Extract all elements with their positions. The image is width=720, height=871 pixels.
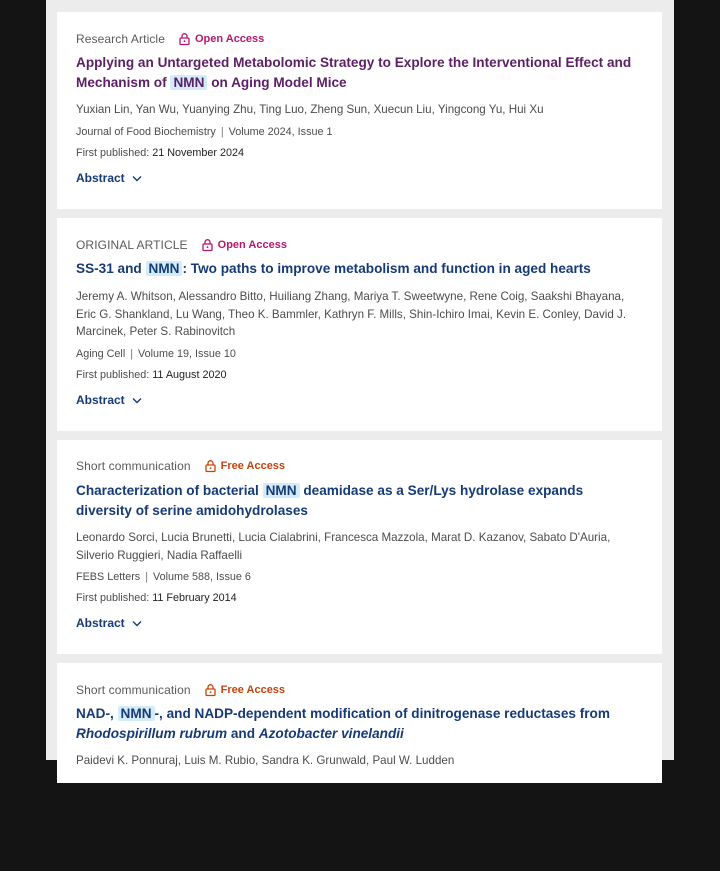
published-label: First published:: [76, 369, 150, 381]
volume-info[interactable]: Volume 19, Issue 10: [138, 348, 236, 360]
volume-info[interactable]: Volume 588, Issue 6: [153, 571, 251, 583]
journal-info: [76, 348, 236, 360]
article-title-link[interactable]: [76, 704, 640, 744]
search-highlight: NMN: [263, 483, 300, 498]
title-species: Rhodospirillum rubrum: [76, 726, 228, 741]
article-title-link[interactable]: [76, 259, 640, 279]
abstract-label: Abstract: [76, 393, 125, 407]
chevron-down-icon: [132, 620, 142, 627]
result-meta: [76, 459, 285, 473]
authors: Yuxian Lin, Yan Wu, Yuanying Zhu, Ting Luo, Zheng Sun, Xuecun Liu, Yingcong Yu, Hui Xu: [76, 103, 544, 116]
lock-open-icon: [179, 33, 190, 45]
title-text: Characterization of bacterial: [76, 483, 259, 498]
access-label: Free Access: [220, 460, 286, 472]
published-label: First published:: [76, 147, 150, 159]
publish-date: [76, 147, 244, 159]
article-type: Research Article: [76, 32, 165, 46]
result-meta: [76, 238, 287, 252]
access-badge: [205, 460, 285, 472]
result-meta: [76, 683, 285, 697]
lock-open-icon: [205, 460, 216, 472]
title-text: : Two paths to improve metabolism and function in aged hearts: [182, 261, 591, 276]
publish-date: [76, 592, 237, 604]
abstract-label: Abstract: [76, 616, 125, 630]
result-card: [57, 440, 662, 654]
search-highlight: NMN: [118, 706, 155, 721]
divider: |: [130, 348, 134, 360]
abstract-toggle[interactable]: [76, 171, 142, 185]
published-date: 11 February 2014: [152, 592, 237, 604]
access-badge: [179, 33, 264, 45]
authors: Leonardo Sorci, Lucia Brunetti, Lucia Cialabrini, Francesca Mazzola, Marat D. Kazanov, Sabato D'Auria, Silverio Ruggieri, Nadia Raffaelli: [76, 531, 611, 562]
result-card: [57, 218, 662, 431]
journal-info: [76, 126, 332, 138]
title-text: NAD-,: [76, 706, 114, 721]
article-type: Short communication: [76, 683, 191, 697]
title-text: deamidase as a Ser/Lys hydrolase expands diversity of serine amidohydrolases: [76, 483, 584, 518]
chevron-down-icon: [132, 175, 142, 182]
authors: Paidevi K. Ponnuraj, Luis M. Rubio, Sandra K. Grunwald, Paul W. Ludden: [76, 754, 455, 767]
title-species: Azotobacter vinelandii: [258, 726, 404, 741]
article-title-link[interactable]: [76, 481, 640, 521]
journal-name[interactable]: Journal of Food Biochemistry: [76, 126, 216, 138]
search-highlight: NMN: [170, 75, 207, 90]
result-meta: [76, 32, 264, 46]
title-text: and: [230, 726, 255, 741]
journal-name[interactable]: Aging Cell: [76, 348, 126, 360]
chevron-down-icon: [132, 397, 142, 404]
title-text: Applying an Untargeted Metabolomic Strategy to Explore the Interventional Effect and Mechanism of: [76, 55, 632, 90]
published-label: First published:: [76, 592, 150, 604]
article-title-link[interactable]: [76, 53, 640, 93]
journal-info: [76, 571, 251, 583]
access-badge: [202, 239, 287, 251]
abstract-label: Abstract: [76, 171, 125, 185]
published-date: 21 November 2024: [152, 147, 245, 159]
lock-open-icon: [202, 239, 213, 251]
article-type: ORIGINAL ARTICLE: [76, 238, 188, 252]
search-results-viewport: [46, 0, 674, 767]
divider: |: [220, 126, 224, 138]
result-card: [57, 12, 662, 209]
search-highlight: NMN: [146, 261, 183, 276]
title-text: on Aging Model Mice: [211, 75, 347, 90]
access-label: Free Access: [220, 684, 286, 696]
access-label: Open Access: [194, 33, 265, 45]
published-date: 11 August 2020: [152, 369, 227, 381]
journal-name[interactable]: FEBS Letters: [76, 571, 141, 583]
authors: Jeremy A. Whitson, Alessandro Bitto, Huiliang Zhang, Mariya T. Sweetwyne, Rene Coig, Saakshi Bhayana, Eric G. Shankland, Lu Wang, Theo K. Bammler, Kathryn F. Mills, Shin-Ichiro Imai, Kevin E. Conley, David J. Marcinek, Peter S. Rabinovitch: [76, 290, 627, 338]
article-type: Short communication: [76, 459, 191, 473]
volume-info[interactable]: Volume 2024, Issue 1: [228, 126, 333, 138]
access-badge: [205, 684, 285, 696]
access-label: Open Access: [217, 239, 287, 251]
publish-date: [76, 369, 226, 381]
result-card: [57, 663, 662, 783]
lock-open-icon: [205, 684, 216, 696]
title-text: SS-31 and: [76, 261, 142, 276]
divider: |: [145, 571, 149, 583]
abstract-toggle[interactable]: [76, 616, 142, 630]
abstract-toggle[interactable]: [76, 393, 142, 407]
title-text: -, and NADP-dependent modification of dinitrogenase reductases from: [154, 706, 610, 721]
